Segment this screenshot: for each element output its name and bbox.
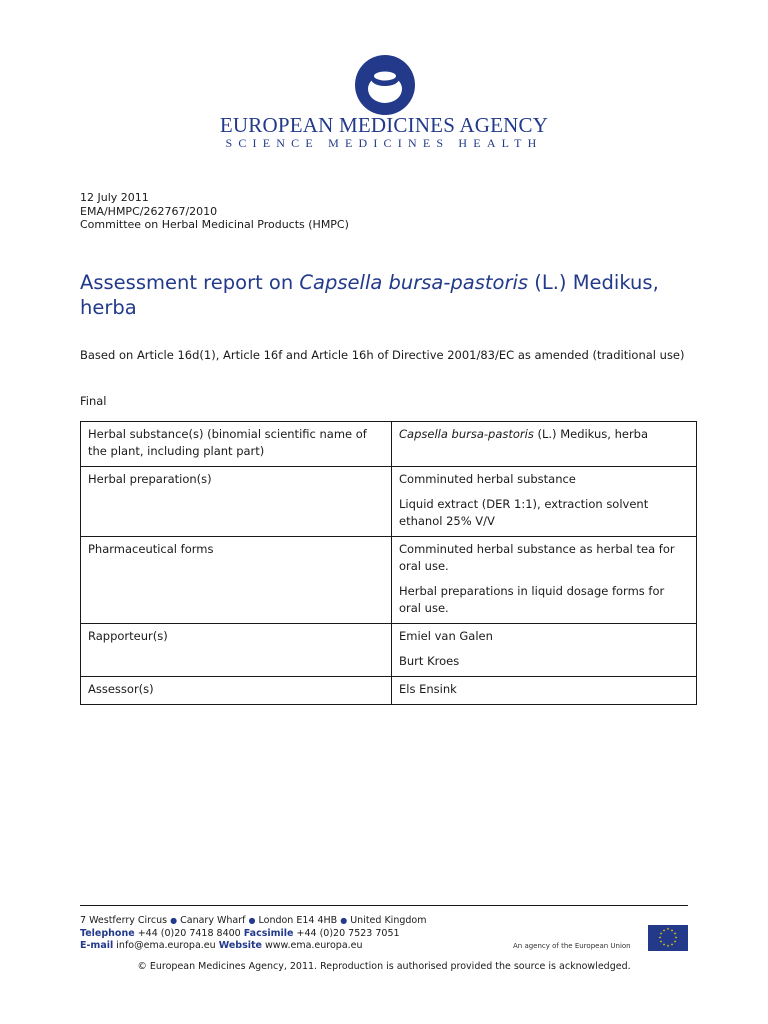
row-label: Rapporteur(s) <box>81 624 392 677</box>
row-value-line: Els Ensink <box>399 682 457 696</box>
svg-text:★: ★ <box>666 927 670 932</box>
email-label: E-mail <box>80 940 114 951</box>
committee-name: Committee on Herbal Medicinal Products (HMPC) <box>80 218 349 231</box>
footer-contact <box>80 915 426 953</box>
substance-species: Capsella bursa-pastoris <box>399 427 534 441</box>
svg-text:★: ★ <box>662 928 666 933</box>
footer-phone-line <box>80 928 426 941</box>
address-part: Canary Wharf <box>180 915 246 926</box>
row-value <box>392 624 697 677</box>
address-part: London E14 4HB <box>258 915 338 926</box>
row-label: Herbal substance(s) (binomial scientific name of the plant, including plant part) <box>81 422 392 467</box>
row-value-line: Comminuted herbal substance <box>399 472 576 486</box>
website-link[interactable]: www.ema.europa.eu <box>265 940 363 951</box>
title-suffix: (L.) Medikus, herba <box>80 271 659 319</box>
copyright-notice: © European Medicines Agency, 2011. Reproduction is authorised provided the source is acknowledged. <box>137 961 631 972</box>
title-species: Capsella bursa-pastoris <box>299 271 529 294</box>
svg-text:★: ★ <box>659 931 663 936</box>
email-link[interactable]: info@ema.europa.eu <box>116 940 216 951</box>
svg-text:★: ★ <box>666 943 670 948</box>
svg-text:★: ★ <box>659 939 663 944</box>
address-part: United Kingdom <box>350 915 427 926</box>
row-label: Pharmaceutical forms <box>81 537 392 624</box>
telephone-number: +44 (0)20 7418 8400 <box>137 927 241 939</box>
table-row <box>81 537 697 624</box>
svg-text:★: ★ <box>673 931 677 936</box>
row-label: Assessor(s) <box>81 677 392 705</box>
table-row <box>81 422 697 467</box>
svg-text:★: ★ <box>674 935 678 940</box>
row-value <box>392 422 697 467</box>
document-status: Final <box>80 394 107 408</box>
bullet-icon: ● <box>248 916 256 925</box>
row-value-line: Herbal preparations in liquid dosage forms for oral use. <box>399 584 665 615</box>
facsimile-number: +44 (0)20 7523 7051 <box>296 927 400 939</box>
row-value-line: Emiel van Galen <box>399 629 493 643</box>
document-meta <box>80 191 349 232</box>
telephone-label: Telephone <box>80 927 135 939</box>
substance-rest: (L.) Medikus, herba <box>533 427 649 441</box>
address-part: 7 Westferry Circus <box>80 915 168 926</box>
table-row <box>81 624 697 677</box>
ema-logo-icon <box>354 54 416 116</box>
row-value <box>392 467 697 537</box>
svg-text:★: ★ <box>670 942 674 947</box>
substance-info-table <box>80 421 697 705</box>
row-value-line: Comminuted herbal substance as herbal tea for oral use. <box>399 542 675 573</box>
svg-text:★: ★ <box>673 939 677 944</box>
legal-basis: Based on Article 16d(1), Article 16f and Article 16h of Directive 2001/83/EC as amended (traditional use) <box>80 348 685 362</box>
title-prefix: Assessment report on <box>80 271 300 294</box>
footer-web-line <box>80 940 426 953</box>
eu-agency-note: An agency of the European Union <box>513 942 631 950</box>
row-value <box>392 537 697 624</box>
svg-text:★: ★ <box>658 935 662 940</box>
row-value <box>392 677 697 705</box>
svg-text:★: ★ <box>670 928 674 933</box>
table-row <box>81 677 697 705</box>
website-label: Website <box>218 940 262 951</box>
eu-flag-icon <box>648 925 688 951</box>
table-row <box>81 467 697 537</box>
document-title <box>80 270 700 320</box>
agency-tagline: SCIENCE MEDICINES HEALTH <box>225 136 543 150</box>
footer-address <box>80 915 426 928</box>
agency-name: EUROPEAN MEDICINES AGENCY <box>219 113 549 137</box>
row-label: Herbal preparation(s) <box>81 467 392 537</box>
bullet-icon: ● <box>170 916 178 925</box>
document-reference: EMA/HMPC/262767/2010 <box>80 204 218 218</box>
document-date: 12 July 2011 <box>80 191 149 204</box>
svg-text:★: ★ <box>662 942 666 947</box>
row-value-line: Burt Kroes <box>399 654 460 668</box>
footer-divider <box>80 905 688 906</box>
row-value-line: Liquid extract (DER 1:1), extraction solvent ethanol 25% V/V <box>399 497 649 528</box>
facsimile-label: Facsimile <box>243 927 294 939</box>
bullet-icon: ● <box>340 916 348 925</box>
